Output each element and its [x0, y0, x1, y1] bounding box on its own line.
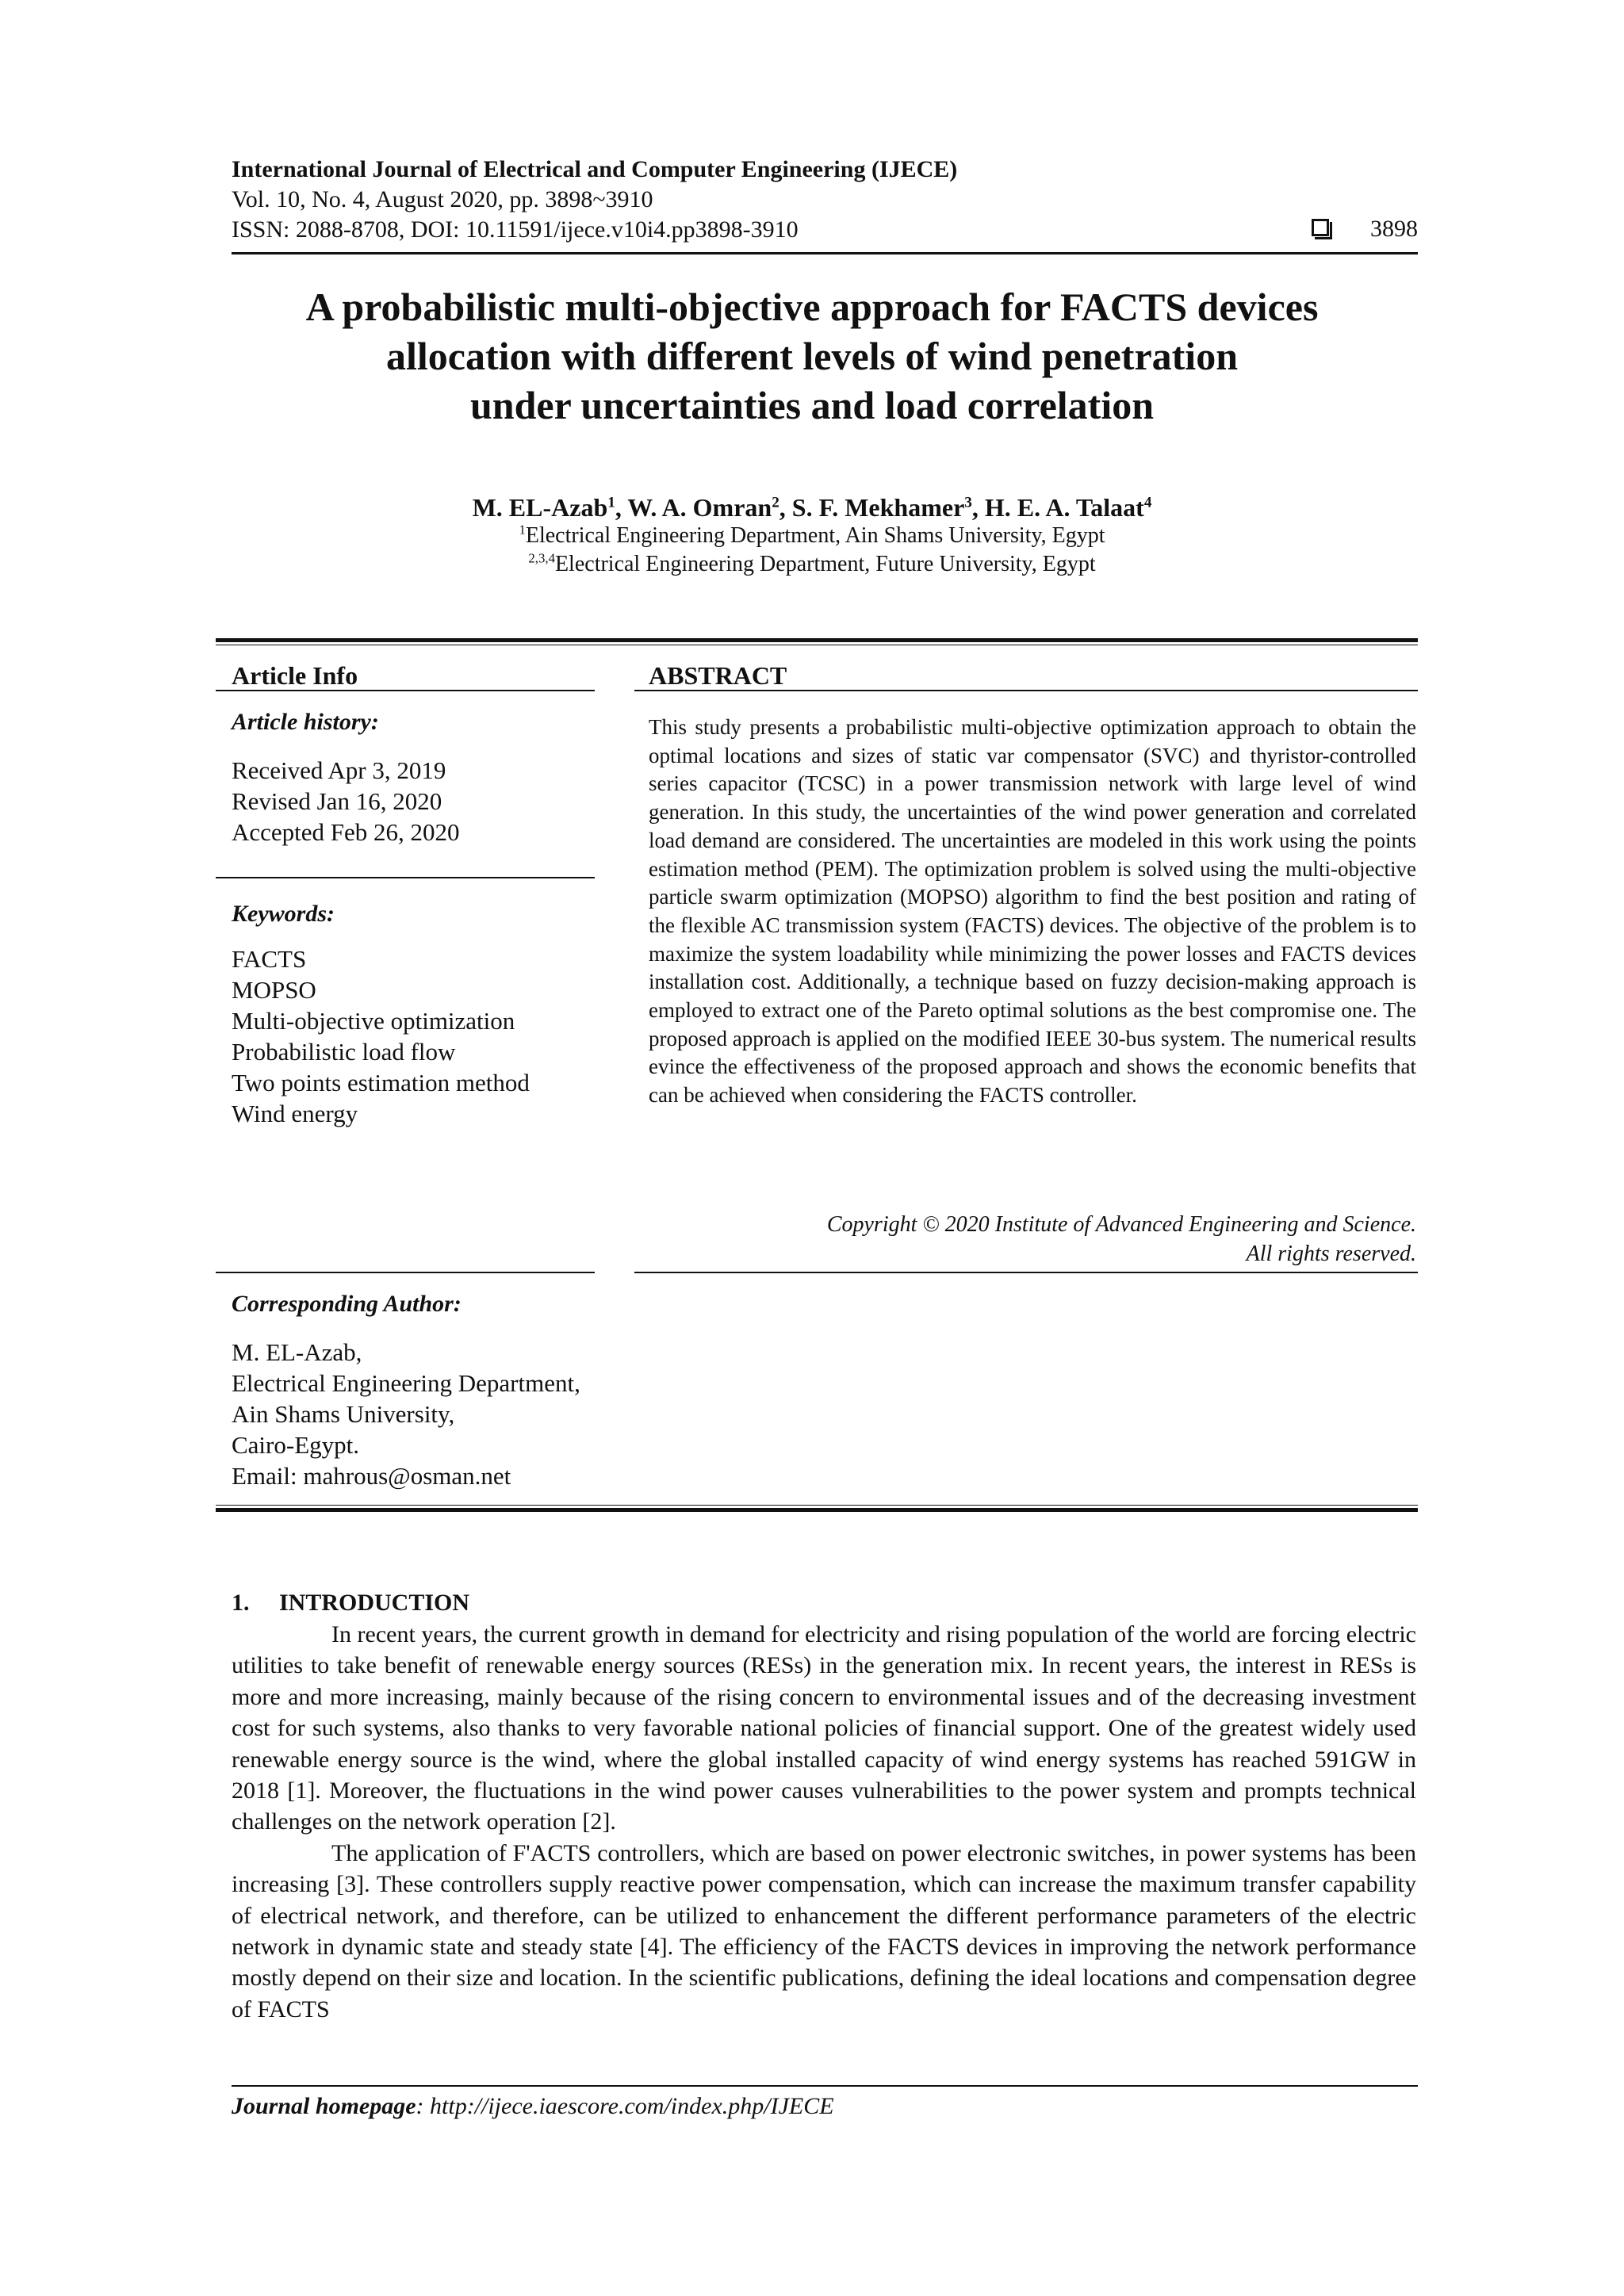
affiliation-1-sup: 1 — [519, 522, 526, 538]
issn-doi: ISSN: 2088-8708, DOI: 10.11591/ijece.v10i4.pp3898-3910 — [232, 216, 799, 243]
article-history-label: Article history: — [232, 709, 379, 735]
corresponding-author — [232, 1337, 580, 1491]
corresponding-email: Email: mahrous@osman.net — [232, 1462, 511, 1490]
affiliation-2 — [190, 552, 1434, 577]
article-history — [232, 755, 460, 848]
homepage-label: Journal homepage — [232, 2093, 416, 2119]
article-info-rule — [216, 690, 595, 691]
affiliation-2-sup: 2,3,4 — [528, 550, 555, 566]
title-line-1: A probabilistic multi-objective approach for FACTS devices — [305, 285, 1319, 329]
affiliation-2-text: Electrical Engineering Department, Future University, Egypt — [554, 552, 1096, 576]
journal-name: International Journal of Electrical and Computer Engineering (IJECE) — [232, 156, 958, 182]
info-bottom-rule — [216, 1508, 1418, 1512]
author-1-sup: 1 — [607, 494, 615, 511]
author-1: M. EL-Azab — [472, 493, 608, 522]
title-line-3: under uncertainties and load correlation — [469, 383, 1155, 427]
info-top-rule — [216, 638, 1418, 642]
article-info-heading: Article Info — [232, 661, 358, 690]
keywords-label: Keywords: — [232, 901, 335, 927]
corresponding-rule — [216, 1272, 595, 1273]
header-rule — [232, 252, 1418, 254]
volume-info: Vol. 10, No. 4, August 2020, pp. 3898~3910 — [232, 186, 653, 212]
homepage-url: : http://ijece.iaescore.com/index.php/IJECE — [416, 2093, 834, 2119]
introduction-body — [232, 1619, 1416, 2025]
received-date: Received Apr 3, 2019 — [232, 756, 446, 784]
author-list — [190, 493, 1434, 522]
abstract-heading: ABSTRACT — [649, 661, 787, 690]
abstract-rule — [634, 690, 1418, 691]
keyword-item: Two points estimation method — [232, 1069, 530, 1096]
author-4: , H. E. A. Talaat — [971, 493, 1144, 522]
paragraph: The application of F'ACTS controllers, which are based on power electronic switches, in power systems has been increasing [3]. These controllers supply reactive power compensation, which can increase the maximum transfer capability of electrical network, and therefore, can be utilized to enhancement the different performance parameters of the electric network in dynamic state and steady state [4]. The efficiency of the FACTS devices in improving the network performance mostly depend on their size and location. In the scientific publications, defining the ideal locations and compensation degree of FACTS — [232, 1839, 1416, 2022]
keyword-list — [232, 943, 530, 1129]
corresponding-department: Electrical Engineering Department, — [232, 1369, 580, 1397]
author-3: , S. F. Mekhamer — [779, 493, 965, 522]
keyword-item: Probabilistic load flow — [232, 1038, 456, 1066]
info-bottom-rule-thin — [216, 1505, 1418, 1506]
author-3-sup: 3 — [964, 494, 972, 511]
abstract-text: This study presents a probabilistic multi-objective optimization approach to obtain the optimal locations and sizes of static var compensator (SVC) and thyristor-controlled series capacitor (TCSC) in a power transmission network with large level of wind generation. In this study, the uncertainties of the wind power generation and correlated load demand are considered. The uncertainties are modeled in this work using the points estimation method (PEM). The optimization problem is solved using the multi-objective particle swarm optimization (MOPSO) algorithm to find the best position and rating of the flexible AC transmission system (FACTS) devices. The objective of the problem is to maximize the system loadability while minimizing the power losses and FACTS devices installation cost. Additionally, a technique based on fuzzy decision-making approach is employed to extract one of the Pareto optimal solutions as the best compromise one. The proposed approach is applied on the modified IEEE 30-bus system. The numerical results evince the effectiveness of the proposed approach and shows the economic benefits that can be achieved when considering the FACTS controller. — [649, 715, 1416, 1108]
keyword-item: MOPSO — [232, 976, 316, 1004]
author-4-sup: 4 — [1143, 494, 1152, 511]
footer-rule — [232, 2085, 1418, 2087]
keyword-item: FACTS — [232, 945, 307, 973]
affiliation-1-text: Electrical Engineering Department, Ain Shams University, Egypt — [525, 523, 1105, 548]
title-line-2: allocation with different levels of wind penetration — [386, 334, 1238, 378]
paper-title — [190, 282, 1434, 430]
affiliation-1 — [190, 523, 1434, 549]
corresponding-author-label: Corresponding Author: — [232, 1291, 462, 1317]
keyword-item: Multi-objective optimization — [232, 1007, 515, 1035]
keyword-item: Wind energy — [232, 1100, 358, 1127]
square-bullet-icon — [1312, 219, 1329, 236]
corresponding-city: Cairo-Egypt. — [232, 1431, 359, 1459]
copyright-line-2: All rights reserved. — [1246, 1242, 1416, 1266]
author-2-sup: 2 — [772, 494, 779, 511]
accepted-date: Accepted Feb 26, 2020 — [232, 818, 460, 846]
page-number: 3898 — [1370, 216, 1418, 242]
keywords-rule — [216, 877, 595, 878]
abstract-bottom-rule — [634, 1272, 1418, 1273]
introduction-heading: 1. INTRODUCTION — [232, 1590, 470, 1616]
journal-homepage — [232, 2093, 834, 2120]
revised-date: Revised Jan 16, 2020 — [232, 787, 442, 815]
paragraph: In recent years, the current growth in demand for electricity and rising population of the world are forcing electric utilities to take benefit of renewable energy sources (RESs) in the generation mix. In recent years, the interest in RESs is more and more increasing, mainly because of the rising concern to environmental issues and of the decreasing investment cost for such systems, also thanks to very favorable national policies of financial support. One of the greatest widely used renewable energy source is the wind, where the global installed capacity of wind energy systems has reached 591GW in 2018 [1]. Moreover, the fluctuations in the wind power causes vulnerabilities to the power system and prompts technical challenges on the network operation [2]. — [232, 1621, 1416, 1835]
author-2: , W. A. Omran — [615, 493, 772, 522]
corresponding-university: Ain Shams University, — [232, 1400, 455, 1428]
copyright-line-1: Copyright © 2020 Institute of Advanced Engineering and Science. — [826, 1212, 1416, 1237]
copyright-notice — [827, 1210, 1416, 1269]
corresponding-name: M. EL-Azab, — [232, 1338, 362, 1366]
